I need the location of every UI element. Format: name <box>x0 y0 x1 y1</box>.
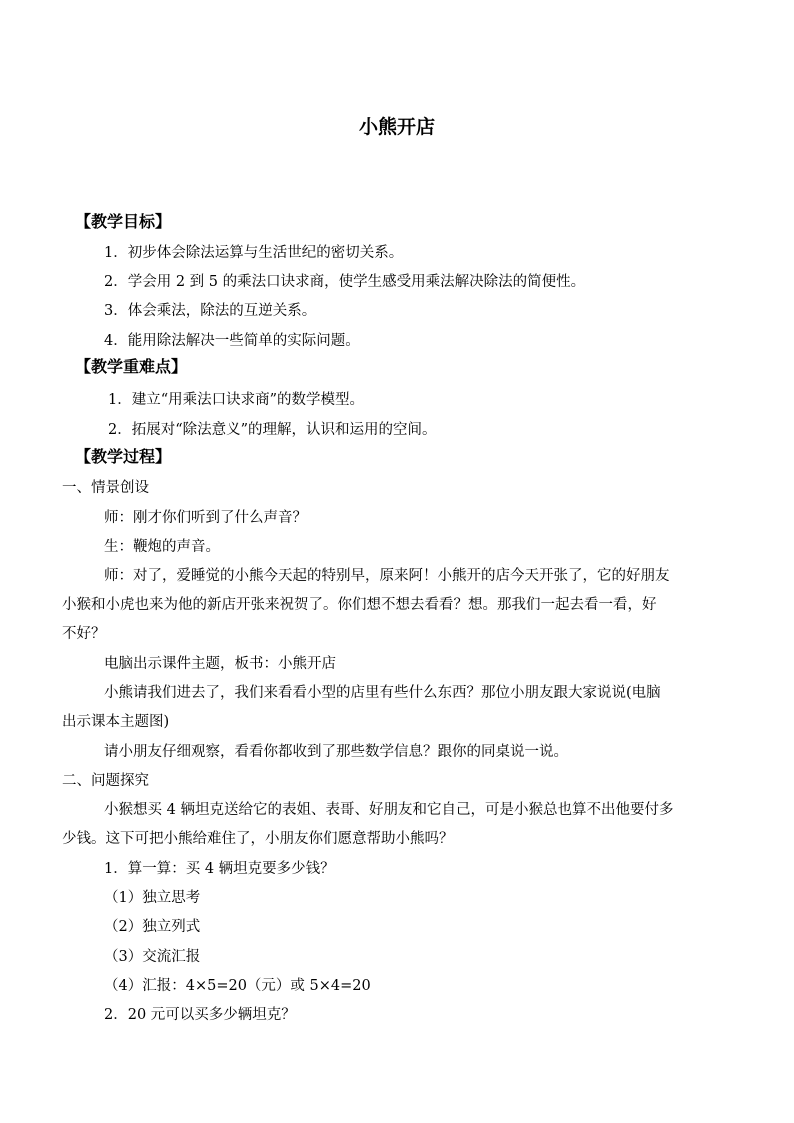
paragraph-line: （3）交流汇报 <box>104 949 201 965</box>
paragraph-line: 生：鞭炮的声音。 <box>104 539 220 555</box>
paragraph-line: 电脑出示课件主题，板书：小熊开店 <box>104 656 336 672</box>
goal-item: 2．学会用 2 到 5 的乘法口诀求商，使学生感受用乘法解决除法的简便性。 <box>104 274 586 290</box>
section-title: 二、问题探究 <box>62 773 149 789</box>
keypoint-item: 1．建立“用乘法口诀求商”的数学模型。 <box>108 392 365 408</box>
keypoint-item: 2．拓展对“除法意义”的理解，认识和运用的空间。 <box>108 422 437 438</box>
keypoints-heading: 【教学重难点】 <box>75 357 188 376</box>
paragraph-line: 小熊请我们进去了，我们来看看小型的店里有些什么东西？那位小朋友跟大家说说(电脑 <box>104 685 661 701</box>
paragraph-line: 师：刚才你们听到了什么声音？ <box>104 510 307 526</box>
paragraph-line: 少钱。这下可把小熊给难住了，小朋友你们愿意帮助小熊吗？ <box>62 831 454 847</box>
document-title: 小熊开店 <box>358 116 435 138</box>
paragraph-line: 出示课本主题图) <box>62 714 170 730</box>
paragraph-line: （1）独立思考 <box>104 890 201 906</box>
paragraph-line: 1．算一算：买 4 辆坦克要多少钱？ <box>104 861 335 877</box>
paragraph-line: 师：对了，爱睡觉的小熊今天起的特别早，原来阿！小熊开的店今天开张了，它的好朋友 <box>104 568 670 584</box>
paragraph-line: 小猴想买 4 辆坦克送给它的表姐、表哥、好朋友和它自己，可是小猴总也算不出他要付多 <box>104 802 674 818</box>
paragraph-line: 请小朋友仔细观察，看看你都收到了那些数学信息？跟你的同桌说一说。 <box>104 744 568 760</box>
paragraph-line: 小猴和小虎也来为他的新店开张来祝贺了。你们想不想去看看？想。那我们一起去看一看，好 <box>62 597 657 613</box>
paragraph-line: （4）汇报：4×5=20（元）或 5×4=20 <box>104 978 371 994</box>
goal-item: 3．体会乘法，除法的互逆关系。 <box>104 303 317 319</box>
goal-item: 4．能用除法解决一些简单的实际问题。 <box>104 333 360 349</box>
section-title: 一、情景创设 <box>62 480 149 496</box>
process-heading: 【教学过程】 <box>75 447 172 466</box>
paragraph-line: 不好？ <box>62 626 106 642</box>
paragraph-line: （2）独立列式 <box>104 919 201 935</box>
paragraph-line: 2．20 元可以买多少辆坦克？ <box>104 1007 296 1023</box>
goal-item: 1．初步体会除法运算与生活世纪的密切关系。 <box>104 245 404 261</box>
goals-heading: 【教学目标】 <box>75 212 172 231</box>
